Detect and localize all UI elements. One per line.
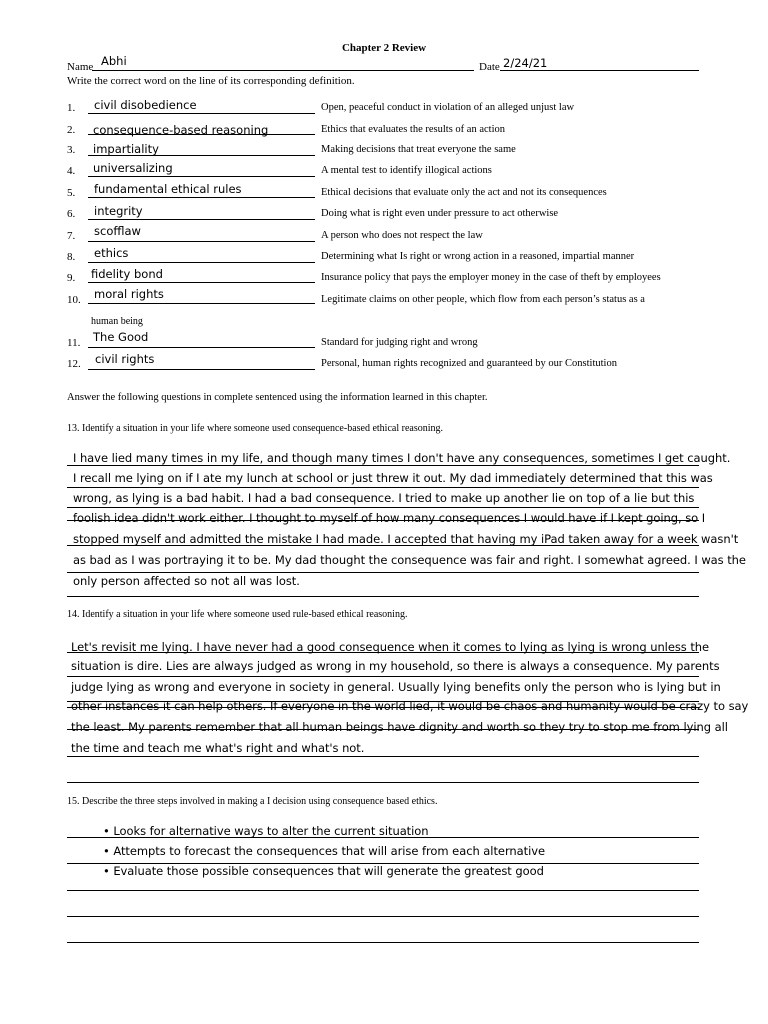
item-definition: Doing what is right even under pressure to act otherwise	[321, 208, 559, 219]
item-answer[interactable]: civil rights	[95, 352, 155, 366]
item-number: 3.	[67, 144, 76, 156]
item-number: 5.	[67, 187, 76, 199]
answer-instructions: Answer the following questions in complete sentenced using the information learned in this chapter.	[67, 392, 488, 403]
item-definition-continued: human being	[91, 316, 143, 327]
item-answer[interactable]: scofflaw	[94, 224, 141, 238]
answer-line-text: stopped myself and admitted the mistake I had made. I accepted that having my iPad taken away for a week wasn't	[73, 532, 739, 546]
item-answer[interactable]: impartiality	[93, 142, 159, 156]
item-definition: Open, peaceful conduct in violation of an alleged unjust law	[321, 102, 575, 113]
writing-line	[67, 676, 699, 677]
writing-line	[67, 707, 699, 708]
answer-line-text: foolish idea didn't work either. I thought to myself of how many consequences I would have if I kept going, so I	[73, 511, 706, 525]
date-line	[500, 70, 699, 71]
writing-line	[67, 652, 699, 653]
item-answer[interactable]: universalizing	[93, 161, 173, 175]
bullet-item: • Looks for alternative ways to alter the current situation	[103, 824, 429, 838]
item-answer[interactable]: moral rights	[94, 287, 164, 301]
writing-line	[67, 465, 699, 466]
writing-line	[67, 837, 699, 838]
answer-line	[88, 134, 315, 135]
writing-line	[67, 520, 699, 521]
item-definition: Determining what Is right or wrong action in a reasoned, impartial manner	[321, 251, 635, 262]
question-15: 15. Describe the three steps involved in making a I decision using consequence based ethics.	[67, 796, 438, 807]
item-number: 2.	[67, 124, 76, 136]
answer-line-text: other instances it can help others. If everyone in the world lied, it would be chaos and humanity would be crazy to say	[71, 699, 749, 713]
item-answer[interactable]: consequence-based reasoning	[93, 123, 269, 137]
name-value[interactable]: Abhi	[101, 54, 127, 68]
item-definition: A mental test to identify illogical actions	[321, 165, 492, 176]
writing-line	[67, 729, 699, 730]
bullet-item: • Evaluate those possible consequences that will generate the greatest good	[103, 864, 544, 878]
answer-line	[88, 219, 315, 220]
item-answer[interactable]: The Good	[93, 330, 149, 344]
answer-line-text: as bad as I was portraying it to be. My dad thought the consequence was fair and right. I somewhat agreed. I was the	[73, 553, 746, 567]
item-number: 6.	[67, 208, 76, 220]
writing-line	[67, 545, 699, 546]
item-definition: Making decisions that treat everyone the same	[321, 144, 516, 155]
item-answer[interactable]: civil disobedience	[94, 98, 197, 112]
item-answer[interactable]: integrity	[94, 204, 143, 218]
item-number: 4.	[67, 165, 76, 177]
answer-line-text: Let's revisit me lying. I have never had a good consequence when it comes to lying as lying is wrong unless the	[71, 640, 710, 654]
answer-line-text: only person affected so not all was lost.	[73, 574, 300, 588]
item-number: 11.	[67, 337, 81, 349]
answer-line-text: I recall me lying on if I ate my lunch at school or just threw it out. My dad immediately determined that this was	[73, 471, 713, 485]
answer-line	[88, 197, 315, 198]
answer-line	[88, 113, 315, 114]
answer-line	[88, 155, 315, 156]
answer-line-text: judge lying as wrong and everyone in society in general. Usually lying benefits only the person who is lying but in	[71, 680, 721, 694]
item-number: 8.	[67, 251, 76, 263]
answer-line-text: the least. My parents remember that all human beings have dignity and worth so they try to stop me from lying all	[71, 720, 728, 734]
answer-line	[88, 176, 315, 177]
answer-line	[88, 347, 315, 348]
answer-line-text: I have lied many times in my life, and though many times I don't have any consequences, sometimes I get caught.	[73, 451, 731, 465]
item-number: 1.	[67, 102, 76, 114]
answer-line-text: situation is dire. Lies are always judged as wrong in my household, so there is always a consequence. My parents	[71, 659, 720, 673]
answer-line	[88, 369, 315, 370]
name-line	[92, 70, 474, 71]
instructions: Write the correct word on the line of its corresponding definition.	[67, 75, 355, 87]
answer-line	[88, 241, 315, 242]
answer-line-text: the time and teach me what's right and what's not.	[71, 741, 365, 755]
item-definition: Ethics that evaluates the results of an action	[321, 124, 505, 135]
writing-line	[67, 782, 699, 783]
date-label: Date	[479, 61, 500, 73]
item-definition: Insurance policy that pays the employer money in the case of theft by employees	[321, 272, 661, 283]
writing-line	[67, 507, 699, 508]
page-title: Chapter 2 Review	[341, 42, 427, 54]
writing-line	[67, 942, 699, 943]
answer-line	[88, 262, 315, 263]
item-definition: A person who does not respect the law	[321, 230, 483, 241]
item-definition: Standard for judging right and wrong	[321, 337, 478, 348]
answer-line-text: wrong, as lying is a bad habit. I had a bad consequence. I tried to make up another lie on top of a lie but this	[73, 491, 695, 505]
item-number: 9.	[67, 272, 76, 284]
writing-line	[67, 487, 699, 488]
answer-line	[88, 282, 315, 283]
item-answer[interactable]: fundamental ethical rules	[94, 182, 242, 196]
item-answer[interactable]: fidelity bond	[91, 267, 163, 281]
writing-line	[67, 756, 699, 757]
question-14: 14. Identify a situation in your life where someone used rule-based ethical reasoning.	[67, 609, 408, 620]
date-value[interactable]: 2/24/21	[503, 56, 548, 70]
item-definition: Legitimate claims on other people, which flow from each person’s status as a	[321, 294, 645, 305]
writing-line	[67, 596, 699, 597]
item-number: 7.	[67, 230, 76, 242]
item-answer[interactable]: ethics	[94, 246, 129, 260]
item-number: 12.	[67, 358, 81, 370]
item-number: 10.	[67, 294, 81, 306]
answer-line	[88, 303, 315, 304]
question-13: 13. Identify a situation in your life where someone used consequence-based ethical reasoning.	[67, 423, 443, 434]
writing-line	[67, 890, 699, 891]
item-definition: Personal, human rights recognized and guaranteed by our Constitution	[321, 358, 617, 369]
writing-line	[67, 572, 699, 573]
item-definition: Ethical decisions that evaluate only the act and not its consequences	[321, 187, 607, 198]
name-label: Name	[67, 61, 94, 73]
writing-line	[67, 916, 699, 917]
bullet-item: • Attempts to forecast the consequences that will arise from each alternative	[103, 844, 546, 858]
